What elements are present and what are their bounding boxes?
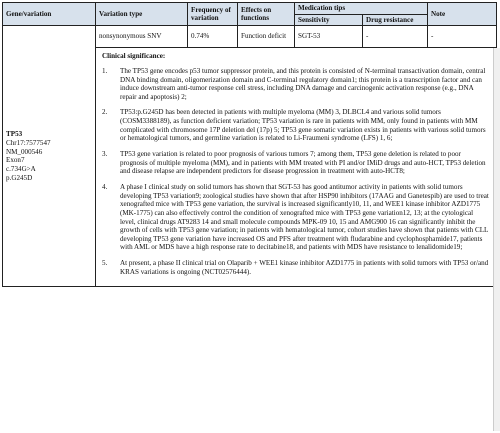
- list-item-text: At present, a phase II clinical trial on Olaparib + WEE1 kinase inhibitor AZD1775 in patients with solid tumors with TP53 or/and KRAS variations is ongoing (NCT02576444).: [120, 259, 489, 276]
- cell-variation-type: nonsynonymous SNV: [96, 26, 188, 48]
- header-row-1: [3, 3, 497, 15]
- gene-cdna-change: c.734G>A: [6, 164, 36, 173]
- variation-summary-row: [3, 26, 497, 48]
- list-item-text: TP53 gene variation is related to poor prognosis of various tumors 7; among them, TP53 gene deletion is related to poor prognosis of multiple myeloma (MM), and in patients with MM treated with PI and/or IMiD drugs and auto-HCT, TP53 deletion and disease relapse are independent predictors for disease progression in treatment with auto-HCT8;: [120, 150, 486, 176]
- cell-sensitivity: SGT-53: [295, 26, 363, 48]
- header-effects: Effects on functions: [238, 3, 295, 26]
- gene-cell: [3, 26, 96, 287]
- gene-locus: Chr17:7577547: [6, 139, 51, 148]
- gene-name: TP53: [6, 130, 23, 139]
- cell-frequency: 0.74%: [188, 26, 238, 48]
- header-drug-resistance: Drug resistance: [363, 14, 428, 26]
- scrollbar-track[interactable]: [493, 48, 500, 431]
- list-item-number: 4.: [102, 182, 108, 191]
- header-sensitivity: Sensitivity: [295, 14, 363, 26]
- list-item-number: 1.: [102, 66, 108, 75]
- list-item-number: 2.: [102, 108, 108, 117]
- gene-transcript: NM_000546: [6, 147, 43, 156]
- gene-exon: Exon7: [6, 156, 25, 165]
- header-note: Note: [428, 3, 497, 26]
- list-item-text: A phase I clinical study on solid tumors has shown that SGT-53 has good antitumor activity in patients with solid tumors developing TP53 variation9; zoological studies have shown that after HSP90 inhibitors (17AAG and Ganetespib) are used to treat xenografted mice with TP53 gene variation, the survival is increased significantly10, 11, and WEE1 kinase inhibitor AZD1775 (MK-1775) can also effectively control the condition of xenografted mice with TP53 gene variation12, 13; at the cytological level, clinical drugs AT9283 14 and small molecule compounds MPK-09 10, 15 and AMG900 16 can significantly inhibit the growth of cells with TP53 gene variation; in patients with hematological tumor, cohort studies have shown that patients with CLL developing TP53 gene variation have increased OS and PFS after treatment with fludarabine and cyclophosphamide17, patients with AML or MDS have a high response rate to decitabine18, and patients with MDS have resistance to lenalidomide19;: [120, 182, 489, 252]
- list-item-number: 3.: [102, 150, 108, 159]
- list-item: [102, 108, 490, 143]
- clinical-significance-cell: [96, 48, 497, 287]
- gene-variation-table: [2, 2, 497, 287]
- cell-note: -: [428, 26, 497, 48]
- report-table-container: [2, 2, 496, 431]
- clinical-significance-list: [102, 67, 490, 276]
- list-item-text: TP53:p.G245D has been detected in patients with multiple myeloma (MM) 3, DLBCL4 and various solid tumors (COSM3388189), as function deficient variation; TP53 variation is rare in patients with MM, only found in patients with MM complicated with chromosome 17P deletion del (17p) 5; TP53 gene somatic variation exists in patients with various solid tumors or hematological tumors, and germline variation is related to Li-Fraumeni syndrome (LFS) 1, 6;: [120, 108, 486, 143]
- list-item: [102, 150, 490, 176]
- list-item: [102, 183, 490, 252]
- header-variation-type: Variation type: [96, 3, 188, 26]
- list-item: [102, 67, 490, 102]
- header-frequency: Frequency of variation: [188, 3, 238, 26]
- clinical-significance-title: Clinical significance:: [102, 52, 166, 61]
- gene-protein-change: p.G245D: [6, 173, 33, 182]
- header-medication-tips: Medication tips: [295, 3, 428, 15]
- cell-drug-resistance: -: [363, 26, 428, 48]
- list-item-text: The TP53 gene encodes p53 tumor suppressor protein, and this protein is consisted of N-terminal transactivation domain, central DNA binding domain, oligomerization domain and C-terminal regulatory domain1; this protein is a transcription factor and can induce downstream anti-tumor response cell stress, including DNA damage and carcinogenic activation response (e.g., DNA repair and apoptosis) 2;: [120, 66, 486, 101]
- list-item: [102, 259, 490, 276]
- header-gene-variation: Gene/variation: [3, 3, 96, 26]
- cell-effects: Function deficit: [238, 26, 295, 48]
- list-item-number: 5.: [102, 259, 108, 268]
